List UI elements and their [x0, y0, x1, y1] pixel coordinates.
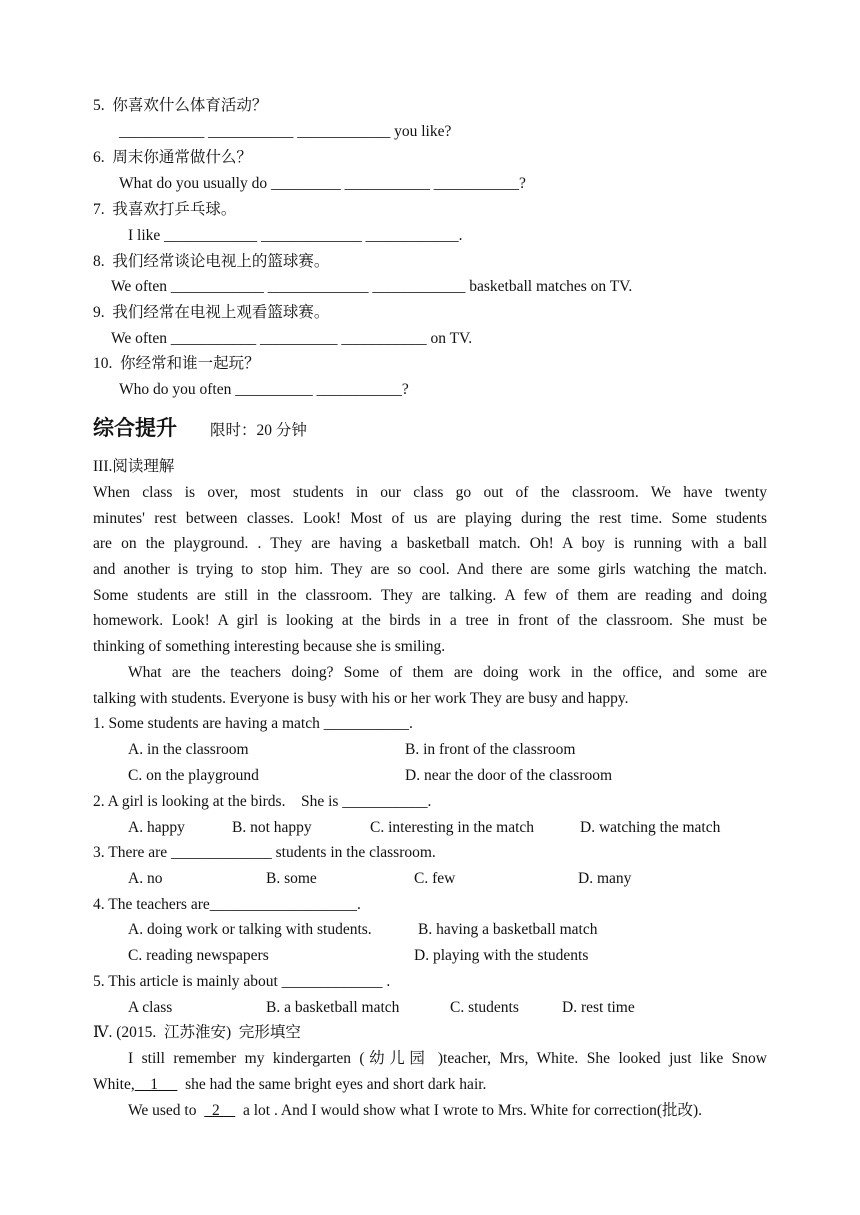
- translation-6-english: What do you usually do _________ ___________ ___________?: [119, 175, 526, 192]
- cloze-line-2: [93, 1075, 486, 1095]
- q2-option-d: D. watching the match: [580, 819, 721, 836]
- cloze-heading: Ⅳ. (2015. 江苏淮安) 完形填空: [93, 1024, 301, 1041]
- passage-line: are on the playground. . They are having a basketball match. Oh! A boy is running with a ball: [93, 535, 767, 552]
- translation-7-english: I like ____________ _____________ ____________.: [128, 227, 463, 244]
- passage-line: When class is over, most students in our class go out of the classroom. We have twenty: [93, 484, 767, 501]
- translation-5-chinese: 5. 你喜欢什么体育活动？: [93, 97, 268, 114]
- q1-option-a: A. in the classroom: [128, 741, 249, 758]
- question-4: 4. The teachers are___________________.: [93, 896, 361, 913]
- reading-heading: III.阅读理解: [93, 458, 175, 475]
- passage-line: Some students are still in the classroom. They are talking. A few of them are reading and doing: [93, 587, 767, 604]
- cloze-line-3: [128, 1101, 702, 1121]
- question-5: 5. This article is mainly about _____________ .: [93, 973, 391, 990]
- q3-option-a: A. no: [128, 870, 163, 887]
- cloze-text: White,: [93, 1076, 135, 1093]
- q1-option-b: B. in front of the classroom: [405, 741, 576, 758]
- passage-line: homework. Look! A girl is looking at the birds in a tree in front of the classroom. She must be: [93, 612, 767, 629]
- q5-option-c: C. students: [450, 999, 519, 1016]
- translation-7-chinese: 7. 我喜欢打乒乓球。: [93, 201, 237, 218]
- time-limit: 限时：20 分钟: [210, 422, 307, 439]
- passage-line: What are the teachers doing? Some of them are doing work in the office, and some are: [128, 664, 767, 681]
- translation-8-english: We often ____________ _____________ ____________ basketball matches on TV.: [111, 278, 633, 295]
- q4-option-a: A. doing work or talking with students.: [128, 921, 372, 938]
- translation-10-english: Who do you often __________ ___________?: [119, 381, 409, 398]
- translation-10-chinese: 10. 你经常和谁一起玩？: [93, 355, 260, 372]
- q3-option-b: B. some: [266, 870, 317, 887]
- translation-5-english: ___________ ___________ ____________ you like?: [119, 123, 452, 140]
- question-1: 1. Some students are having a match ___________.: [93, 715, 413, 732]
- q4-option-d: D. playing with the students: [414, 947, 589, 964]
- q5-option-b: B. a basketball match: [266, 999, 400, 1016]
- cloze-text: she had the same bright eyes and short dark hair.: [177, 1076, 487, 1093]
- cloze-line-1: I still remember my kindergarten (幼儿园 )teacher, Mrs, White. She looked just like Snow: [128, 1050, 767, 1067]
- question-3: 3. There are _____________ students in the classroom.: [93, 844, 436, 861]
- translation-6-chinese: 6. 周末你通常做什么？: [93, 149, 252, 166]
- q5-option-a: A class: [128, 999, 173, 1016]
- cloze-text: a lot . And I would show what I wrote to Mrs. White for correction(批改).: [235, 1102, 703, 1119]
- translation-9-english: We often ___________ __________ ___________ on TV.: [111, 330, 473, 347]
- q1-option-d: D. near the door of the classroom: [405, 767, 613, 784]
- q2-option-a: A. happy: [128, 819, 185, 836]
- q4-option-b: B. having a basketball match: [418, 921, 598, 938]
- cloze-blank-2: 2: [204, 1102, 236, 1119]
- q4-option-c: C. reading newspapers: [128, 947, 269, 964]
- section-title: 综合提升: [93, 416, 177, 440]
- q5-option-d: D. rest time: [562, 999, 635, 1016]
- passage-line: thinking of something interesting because she is smiling.: [93, 638, 446, 655]
- q1-option-c: C. on the playground: [128, 767, 259, 784]
- q2-option-b: B. not happy: [232, 819, 312, 836]
- cloze-blank-1: 1: [134, 1076, 178, 1093]
- q3-option-c: C. few: [414, 870, 456, 887]
- q2-option-c: C. interesting in the match: [370, 819, 535, 836]
- cloze-text: We used to: [128, 1102, 205, 1119]
- passage-line: minutes' rest between classes. Look! Most of us are playing during the rest time. Some students: [93, 510, 767, 527]
- translation-8-chinese: 8. 我们经常谈论电视上的篮球赛。: [93, 253, 330, 270]
- q3-option-d: D. many: [578, 870, 632, 887]
- passage-line: and another is trying to stop him. They are so cool. And there are some girls watching the match.: [93, 561, 767, 578]
- passage-line: talking with students. Everyone is busy with his or her work They are busy and happy.: [93, 690, 629, 707]
- question-2: 2. A girl is looking at the birds. She is ___________.: [93, 793, 432, 810]
- translation-9-chinese: 9. 我们经常在电视上观看篮球赛。: [93, 304, 330, 321]
